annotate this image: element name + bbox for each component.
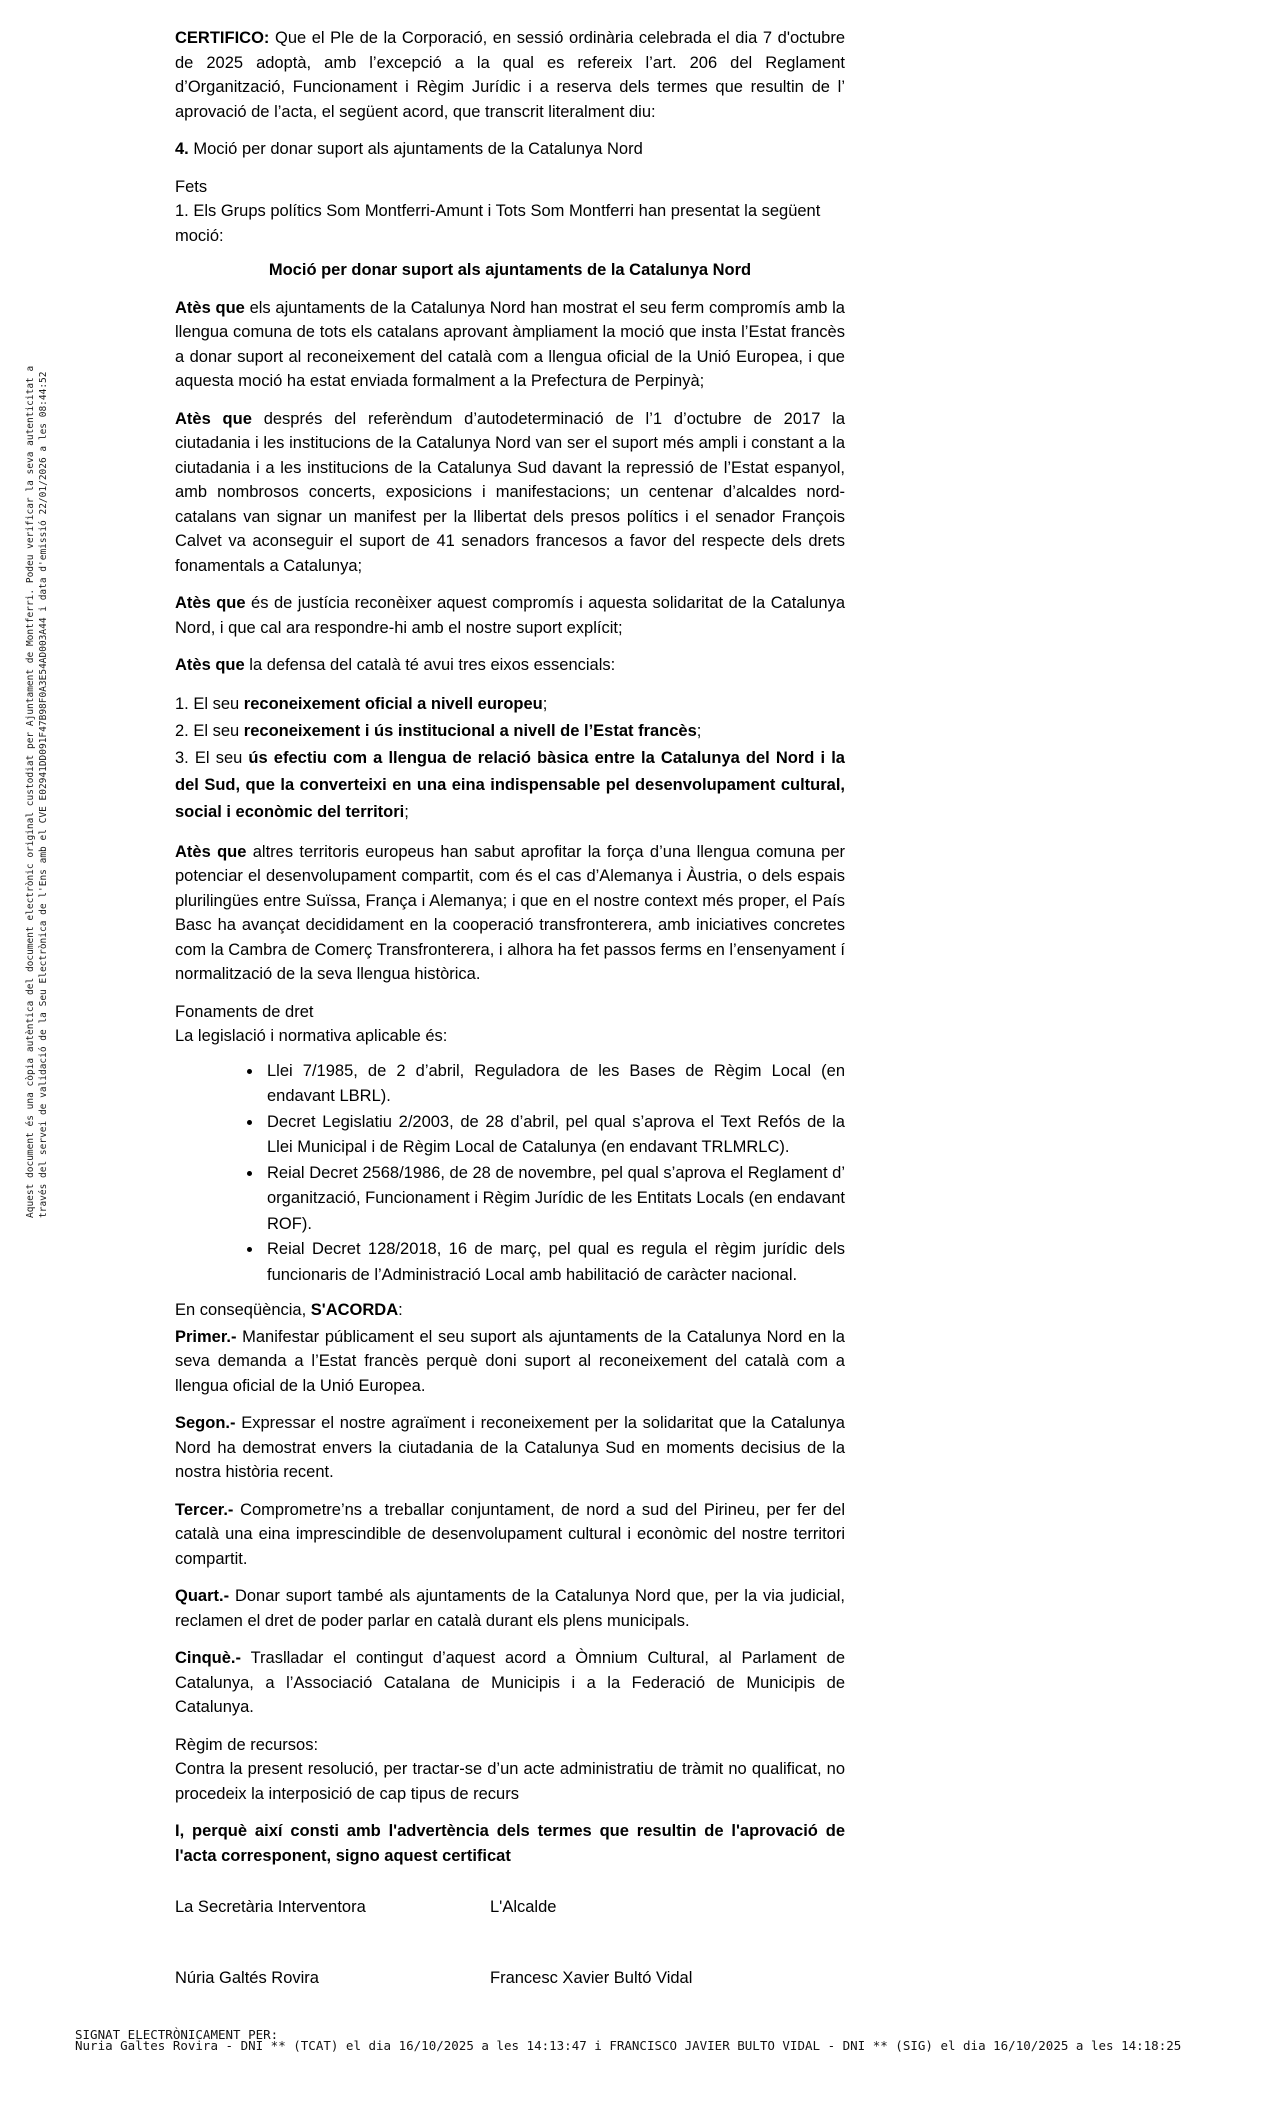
acord-tercer-text: Comprometre’ns a treballar conjuntament, de nord a sud del Pirineu, per fer del català una eina imprescindible de desenvolupament cultural i econòmic del nostre territori compartit. xyxy=(175,1500,845,1568)
paragraph-certifico xyxy=(175,26,845,124)
eix-1-bold: reconeixement oficial a nivell europeu xyxy=(243,694,543,713)
signature-names-row xyxy=(175,1966,845,1991)
mayor-role: L'Alcalde xyxy=(490,1898,557,1916)
ates-1-lead: Atès que xyxy=(175,298,245,317)
fets-heading: Fets xyxy=(175,177,208,196)
legal-bullet-4: • Reial Decret 128/2018, 16 de març, pel qual es regula el règim jurídic dels funcionaris de l’Administració Local amb habilitació de caràcter nacional. xyxy=(263,1237,845,1288)
acord-primer-lead: Primer.- xyxy=(175,1327,237,1346)
eix-3-post: ; xyxy=(404,802,409,821)
fets-line-1: 1. Els Grups polítics Som Montferri-Amunt i Tots Som Montferri han presentat la següent moció: xyxy=(175,202,821,245)
fets-block xyxy=(175,175,845,249)
consequencia-post: : xyxy=(398,1301,403,1319)
acord-segon-lead: Segon.- xyxy=(175,1414,236,1432)
authenticity-vertical-text xyxy=(24,366,50,1218)
paragraph-ates-5 xyxy=(175,840,845,987)
paragraph-ates-1 xyxy=(175,296,845,394)
regim-block xyxy=(175,1733,845,1807)
acord-primer-text: Manifestar públicament el seu suport als ajuntaments de la Catalunya Nord en la seva demanda a l’Estat francès perquè doni suport al reconeixement del català com a llengua oficial de la Unió Europea. xyxy=(175,1327,845,1395)
agenda-item-4 xyxy=(175,137,845,162)
ates-3-lead: Atès que xyxy=(175,594,246,612)
signature-roles-row xyxy=(175,1895,845,1920)
acord-primer xyxy=(175,1325,845,1399)
mocio-centered-title: Moció per donar suport als ajuntaments de la Catalunya Nord xyxy=(268,261,752,279)
paragraph-ates-3 xyxy=(175,591,845,640)
footer-signature-details: Nuria Galtes Rovira - DNI ** (TCAT) el dia 16/10/2025 a les 14:13:47 i FRANCISCO JAVIER BULTO VIDAL - DNI ** (SIG) el dia 16/10/2025 a les 14:18:25 xyxy=(75,2038,1182,2053)
authenticity-line-2: través del servei de validació de la Seu Electrònica de l'Ens amb el CVE E02941DD091F47B98F0A3E54AD003A44 i data d'emissió 22/01/2026 a les 08:44:52 xyxy=(38,371,49,1218)
certifico-label: CERTIFICO: xyxy=(175,29,270,47)
agenda-item-title: Moció per donar suport als ajuntaments de la Catalunya Nord xyxy=(188,140,643,158)
acord-cinque-text: Traslladar el contingut d’aquest acord a Òmnium Cultural, al Parlament de Catalunya, a l’Associació Catalana de Municipis i a la Federació de Municipis de Catalunya. xyxy=(175,1649,845,1716)
authenticity-line-1: Aquest document és una còpia autèntica del document electrònic original custodiat per Ajuntament de Montferri. Podeu verificar la seva autenticitat a xyxy=(25,365,36,1218)
agenda-item-number: 4. xyxy=(175,140,189,158)
paragraph-ates-2 xyxy=(175,407,845,579)
eix-1-pre: 1. El seu xyxy=(175,694,244,713)
eix-2-bold: reconeixement i ús institucional a nivell de l’Estat francès xyxy=(243,721,697,740)
ates-2-text: després del referèndum d’autodeterminació de l’1 d’octubre de 2017 la ciutadania i les institucions de la Catalunya Nord van ser el suport més ampli i constant a la ciutadania i a les institucions de la Catalunya Sud davant la repressió de l’Estat espanyol, amb nombrosos concerts, exposicions i manifestacions; un centenar d’alcaldes nord-catalans van signar un manifest per la llibertat dels presos polítics i el senador François Calvet va aconseguir el suport de 41 senadors francesos a favor del respecte dels drets fonamentals a Catalunya; xyxy=(175,409,846,575)
ates-1-text: els ajuntaments de la Catalunya Nord han mostrat el seu ferm compromís amb la llengua comuna de tots els catalans aprovant àmpliament la moció que insta l’Estat francès a donar suport al reconeixement del català com a llengua oficial de la Unió Europea, i que aquesta moció ha estat enviada formalment a la Prefectura de Perpinyà; xyxy=(175,298,845,390)
fonaments-block xyxy=(175,1000,845,1049)
mayor-name: Francesc Xavier Bultó Vidal xyxy=(490,1968,693,1987)
regim-heading: Règim de recursos: xyxy=(175,1735,319,1754)
fonaments-line: La legislació i normativa aplicable és: xyxy=(175,1027,448,1045)
ates-3-text: és de justícia reconèixer aquest compromís i aquesta solidaritat de la Catalunya Nord, i que cal ara respondre-hi amb el nostre suport explícit; xyxy=(175,594,846,637)
eix-item-3 xyxy=(175,745,845,826)
eix-2-post: ; xyxy=(696,721,702,740)
secretary-role: La Secretària Interventora xyxy=(175,1898,366,1916)
certifico-text: Que el Ple de la Corporació, en sessió ordinària celebrada el dia 7 d'octubre de 2025 adoptà, amb l’excepció a la qual es refereix l’art. 206 del Reglament d’Organització, Funcionament i Règim Jurídic i a reserva dels termes que resultin de l’ aprovació de l’acta, el següent acord, que transcrit literalment diu: xyxy=(175,29,845,121)
consequencia-line xyxy=(175,1298,845,1323)
eix-2-pre: 2. El seu xyxy=(175,721,244,740)
eix-item-2 xyxy=(175,718,845,745)
ates-2-lead: Atès que xyxy=(175,409,252,428)
eix-3-bold: ús efectiu com a llengua de relació bàsica entre la Catalunya del Nord i la del Sud, que la converteixi en una eina indispensable pel desenvolupament cultural, social i econòmic del territori xyxy=(175,748,845,821)
acord-tercer-lead: Tercer.- xyxy=(175,1500,234,1519)
consequencia-pre: En conseqüència, xyxy=(175,1301,311,1319)
acord-quart-lead: Quart.- xyxy=(175,1587,230,1605)
electronic-signature-footer xyxy=(75,2029,1255,2051)
legal-bullet-list xyxy=(175,1059,845,1289)
consequencia-bold: S'ACORDA xyxy=(310,1301,399,1319)
acord-cinque-lead: Cinquè.- xyxy=(175,1649,241,1667)
footer-signed-by-label: SIGNAT ELECTRÒNICAMENT PER: xyxy=(75,2027,279,2042)
acord-segon xyxy=(175,1411,845,1485)
ates-4-text: la defensa del català té avui tres eixos essencials: xyxy=(244,656,616,674)
closing-statement: I, perquè així consti amb l'advertència dels termes que resultin de l'aprovació de l'acta corresponent, signo aquest certificat xyxy=(175,1822,845,1865)
paragraph-ates-4 xyxy=(175,653,845,678)
acord-quart xyxy=(175,1584,845,1633)
legal-bullet-2: • Decret Legislatiu 2/2003, de 28 d’abril, pel qual s’aprova el Text Refós de la Llei Municipal i de Règim Local de Catalunya (en endavant TRLMRLC). xyxy=(263,1110,845,1161)
fonaments-heading: Fonaments de dret xyxy=(175,1002,314,1021)
acord-cinque xyxy=(175,1646,845,1720)
eix-item-1 xyxy=(175,691,845,718)
ates-5-lead: Atès que xyxy=(175,842,247,861)
acord-tercer xyxy=(175,1498,845,1572)
certificate-body xyxy=(175,26,845,1990)
eix-3-pre: 3. El seu xyxy=(175,748,249,767)
acord-segon-text: Expressar el nostre agraïment i reconeixement per la solidaritat que la Catalunya Nord ha demostrat envers la ciutadania de la Catalunya Sud en moments decisius de la nostra història recent. xyxy=(175,1414,845,1481)
secretary-name: Núria Galtés Rovira xyxy=(175,1968,319,1987)
legal-bullet-3: • Reial Decret 2568/1986, de 28 de novembre, pel qual s’aprova el Reglament d’ organització, Funcionament i Règim Jurídic de les Entitats Locals (en endavant ROF). xyxy=(263,1161,845,1238)
ates-4-lead: Atès que xyxy=(175,656,245,674)
ates-5-text: altres territoris europeus han sabut aprofitar la força d’una llengua comuna per potenciar el desenvolupament compartit, com és el cas d’Alemanya i Àustria, o dels espais plurilingües entre Suïssa, França i Alemanya; i que en el nostre context més proper, el País Basc ha avançat decididament en la cooperació transfronterera, amb iniciatives concretes com la Cambra de Comerç Transfronterera, i alhora ha fet passos ferms en l’ensenyament í normalització de la seva llengua històrica. xyxy=(175,842,845,983)
eixos-list xyxy=(175,691,845,826)
acord-quart-text: Donar suport també als ajuntaments de la Catalunya Nord que, per la via judicial, reclamen el dret de poder parlar en català durant els plens municipals. xyxy=(175,1587,845,1630)
regim-text: Contra la present resolució, per tractar-se d’un acte administratiu de tràmit no qualificat, no procedeix la interposició de cap tipus de recurs xyxy=(175,1760,845,1803)
legal-bullet-1: • Llei 7/1985, de 2 d’abril, Reguladora de les Bases de Règim Local (en endavant LBRL). xyxy=(263,1059,845,1110)
eix-1-post: ; xyxy=(542,694,548,713)
